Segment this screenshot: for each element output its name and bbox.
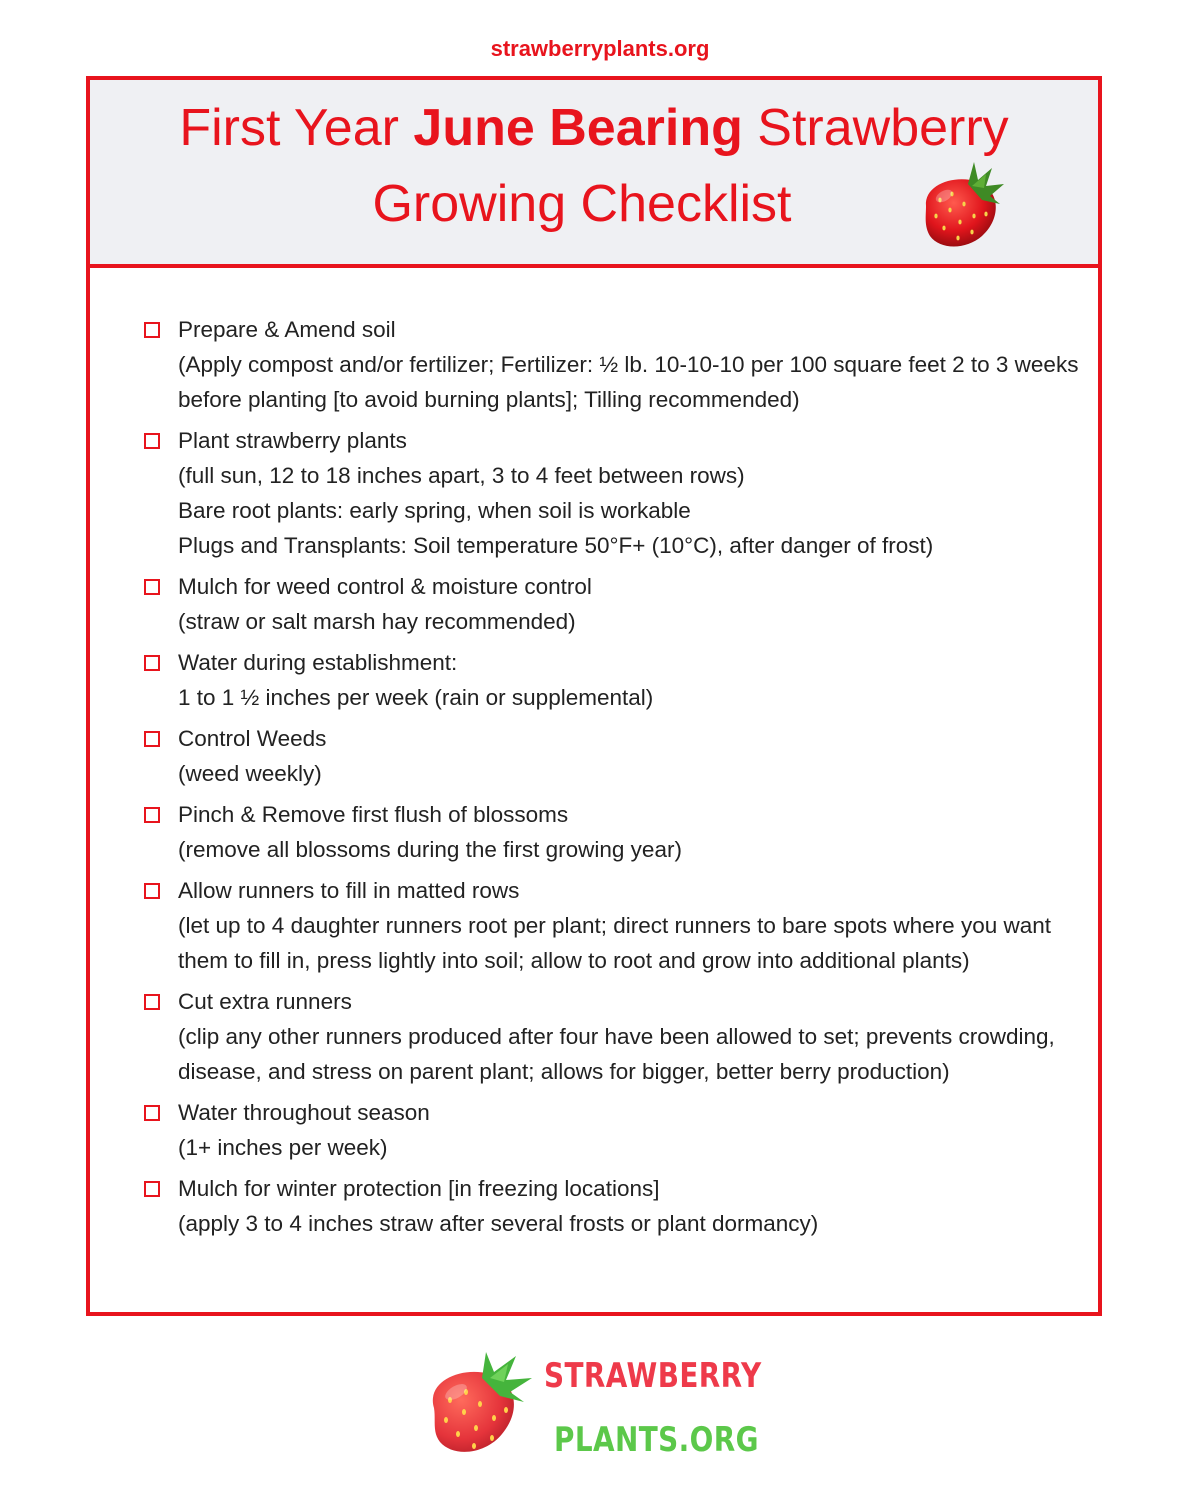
list-item [140,873,1090,978]
item-title: Pinch & Remove first flush of blossoms [178,802,569,827]
empty-checkbox-icon[interactable] [144,731,160,747]
footer-logo[interactable] [420,1348,780,1463]
item-detail: (Apply compost and/or fertilizer; Fertilizer: ½ lb. 10-10-10 per 100 square feet 2 to 3 weeks before planting [to avoid burning plants]; Tilling recommended) [178,352,1079,412]
item-detail: (weed weekly) [178,761,322,786]
site-url[interactable]: strawberryplants.org [490,36,710,61]
list-item [140,1095,1090,1165]
empty-checkbox-icon[interactable] [144,655,160,671]
item-detail: (clip any other runners produced after four have been allowed to set; prevents crowding, disease, and stress on parent plant; allows for bigger, better berry production) [178,1024,1055,1084]
item-detail: 1 to 1 ½ inches per week (rain or supplemental) [178,685,654,710]
strawberry-icon [916,160,1006,252]
page-title-line-1 [90,98,1098,158]
list-item [140,797,1090,867]
item-title: Water during establishment: [178,650,458,675]
logo-word-strawberry: STRAWBERRY [544,1356,762,1396]
checklist [140,312,1090,1247]
title-box [90,80,1098,268]
list-item [140,721,1090,791]
list-item [140,312,1090,417]
empty-checkbox-icon[interactable] [144,433,160,449]
item-detail: (straw or salt marsh hay recommended) [178,609,576,634]
logo-word-plants: PLANTS.ORG [554,1420,759,1460]
item-title: Allow runners to fill in matted rows [178,878,520,903]
item-title: Mulch for weed control & moisture control [178,574,592,599]
checklist-frame [86,76,1102,1316]
item-title: Control Weeds [178,726,327,751]
list-item [140,645,1090,715]
page-title-line-2: Growing Checklist [372,175,792,233]
title-bold: June Bearing [413,99,743,157]
item-title: Cut extra runners [178,989,352,1014]
item-title: Prepare & Amend soil [178,317,396,342]
title-prefix: First Year [179,99,414,157]
title-suffix: Strawberry [742,99,1009,157]
list-item [140,569,1090,639]
item-detail: Bare root plants: early spring, when soil is workable [178,498,691,523]
item-detail: (apply 3 to 4 inches straw after several frosts or plant dormancy) [178,1211,819,1236]
item-title: Water throughout season [178,1100,430,1125]
item-title: Plant strawberry plants [178,428,407,453]
item-detail: (full sun, 12 to 18 inches apart, 3 to 4 feet between rows) [178,463,745,488]
list-item [140,1171,1090,1241]
empty-checkbox-icon[interactable] [144,883,160,899]
item-detail: Plugs and Transplants: Soil temperature 50°F+ (10°C), after danger of frost) [178,533,934,558]
item-detail: (remove all blossoms during the first growing year) [178,837,682,862]
empty-checkbox-icon[interactable] [144,994,160,1010]
empty-checkbox-icon[interactable] [144,322,160,338]
item-detail: (1+ inches per week) [178,1135,388,1160]
item-detail: (let up to 4 daughter runners root per plant; direct runners to bare spots where you want them to fill in, press lightly into soil; allow to root and grow into additional plants) [178,913,1051,973]
empty-checkbox-icon[interactable] [144,807,160,823]
list-item [140,423,1090,563]
strawberry-logo-icon [420,1348,540,1463]
list-item [140,984,1090,1089]
empty-checkbox-icon[interactable] [144,579,160,595]
empty-checkbox-icon[interactable] [144,1105,160,1121]
item-title: Mulch for winter protection [in freezing locations] [178,1176,660,1201]
empty-checkbox-icon[interactable] [144,1181,160,1197]
